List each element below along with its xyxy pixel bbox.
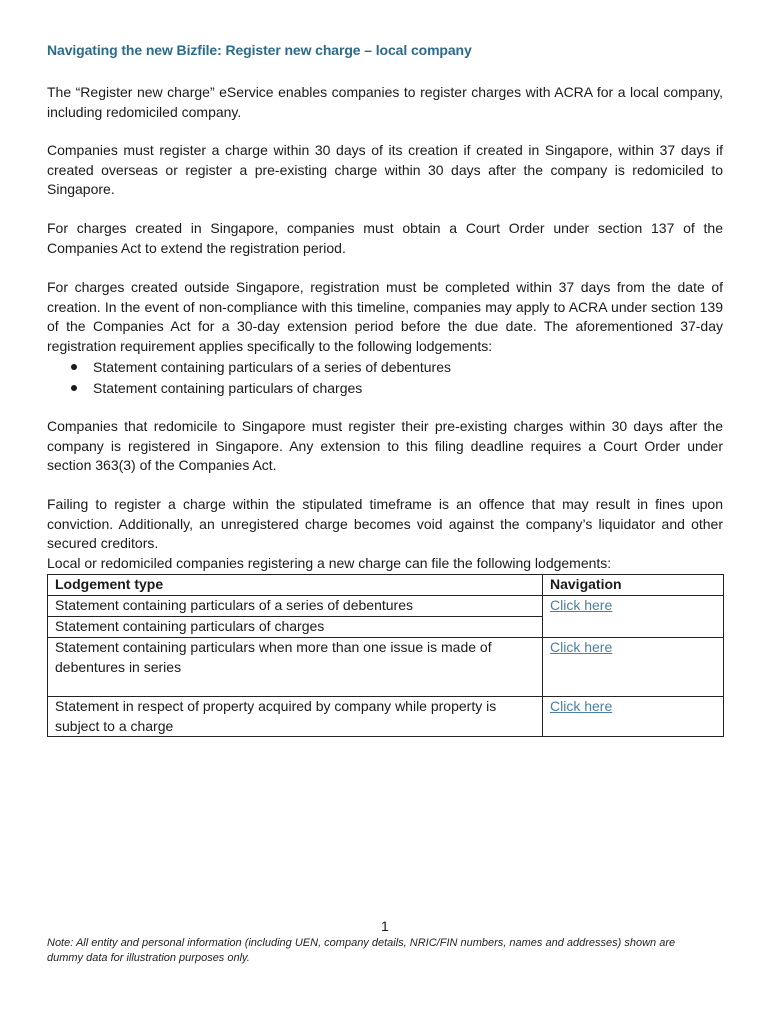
paragraph-offence: Failing to register a charge within the stipulated timeframe is an offence that may result in fines upon conviction. Additionally, an unregistered charge becomes void against the company’s liquidator and other secured creditors.	[47, 496, 723, 551]
lodgement-type-cell: Statement containing particulars of charges	[48, 617, 543, 638]
page-number: 1	[381, 918, 389, 934]
list-item: Statement containing particulars of a series of debentures	[47, 357, 451, 378]
table-row	[48, 596, 724, 617]
paragraph-table-intro: Local or redomiciled companies registering a new charge can file the following lodgements:	[47, 555, 612, 571]
click-here-link[interactable]: Click here	[550, 639, 613, 655]
lodgement-type-cell: Statement in respect of property acquired by company while property is subject to a charge	[48, 697, 543, 737]
lodgement-table	[47, 574, 724, 737]
click-here-link[interactable]: Click here	[550, 698, 613, 714]
footnote: Note: All entity and personal information (including UEN, company details, NRIC/FIN numbers, names and addresses) shown are dummy data for illustration purposes only.	[47, 937, 676, 964]
lodgement-type-cell: Statement containing particulars of a series of debentures	[48, 596, 543, 617]
navigation-cell	[543, 697, 724, 737]
navigation-cell	[543, 638, 724, 697]
lodgement-bullet-list	[47, 357, 451, 399]
navigation-cell	[543, 596, 724, 638]
paragraph-intro: The “Register new charge” eService enables companies to register charges with ACRA for a local company, including redomiciled company.	[47, 84, 723, 120]
header-lodgement-type: Lodgement type	[48, 575, 543, 596]
paragraph-deadlines: Companies must register a charge within 30 days of its creation if created in Singapore, within 37 days if created overseas or register a pre-existing charge within 30 days after the company is redomiciled to Singapore.	[47, 142, 723, 197]
click-here-link[interactable]: Click here	[550, 597, 613, 613]
page-title: Navigating the new Bizfile: Register new charge – local company	[47, 42, 472, 58]
header-navigation: Navigation	[543, 575, 724, 596]
paragraph-singapore-charges: For charges created in Singapore, companies must obtain a Court Order under section 137 of the Companies Act to extend the registration period.	[47, 220, 723, 256]
table-row	[48, 638, 724, 697]
lodgement-type-cell: Statement containing particulars when more than one issue is made of debentures in series	[48, 638, 543, 697]
table-row	[48, 697, 724, 737]
table-header-row	[48, 575, 724, 596]
list-item: Statement containing particulars of charges	[47, 378, 451, 399]
paragraph-overseas-charges: For charges created outside Singapore, registration must be completed within 37 days from the date of creation. In the event of non-compliance with this timeline, companies may apply to ACRA under section 139 of the Companies Act for a 30-day extension period before the due date. The aforementioned 37-day registration requirement applies specifically to the following lodgements:	[47, 279, 723, 354]
paragraph-redomicile: Companies that redomicile to Singapore must register their pre-existing charges within 30 days after the company is registered in Singapore. Any extension to this filing deadline requires a Court Order under section 363(3) of the Companies Act.	[47, 418, 723, 473]
